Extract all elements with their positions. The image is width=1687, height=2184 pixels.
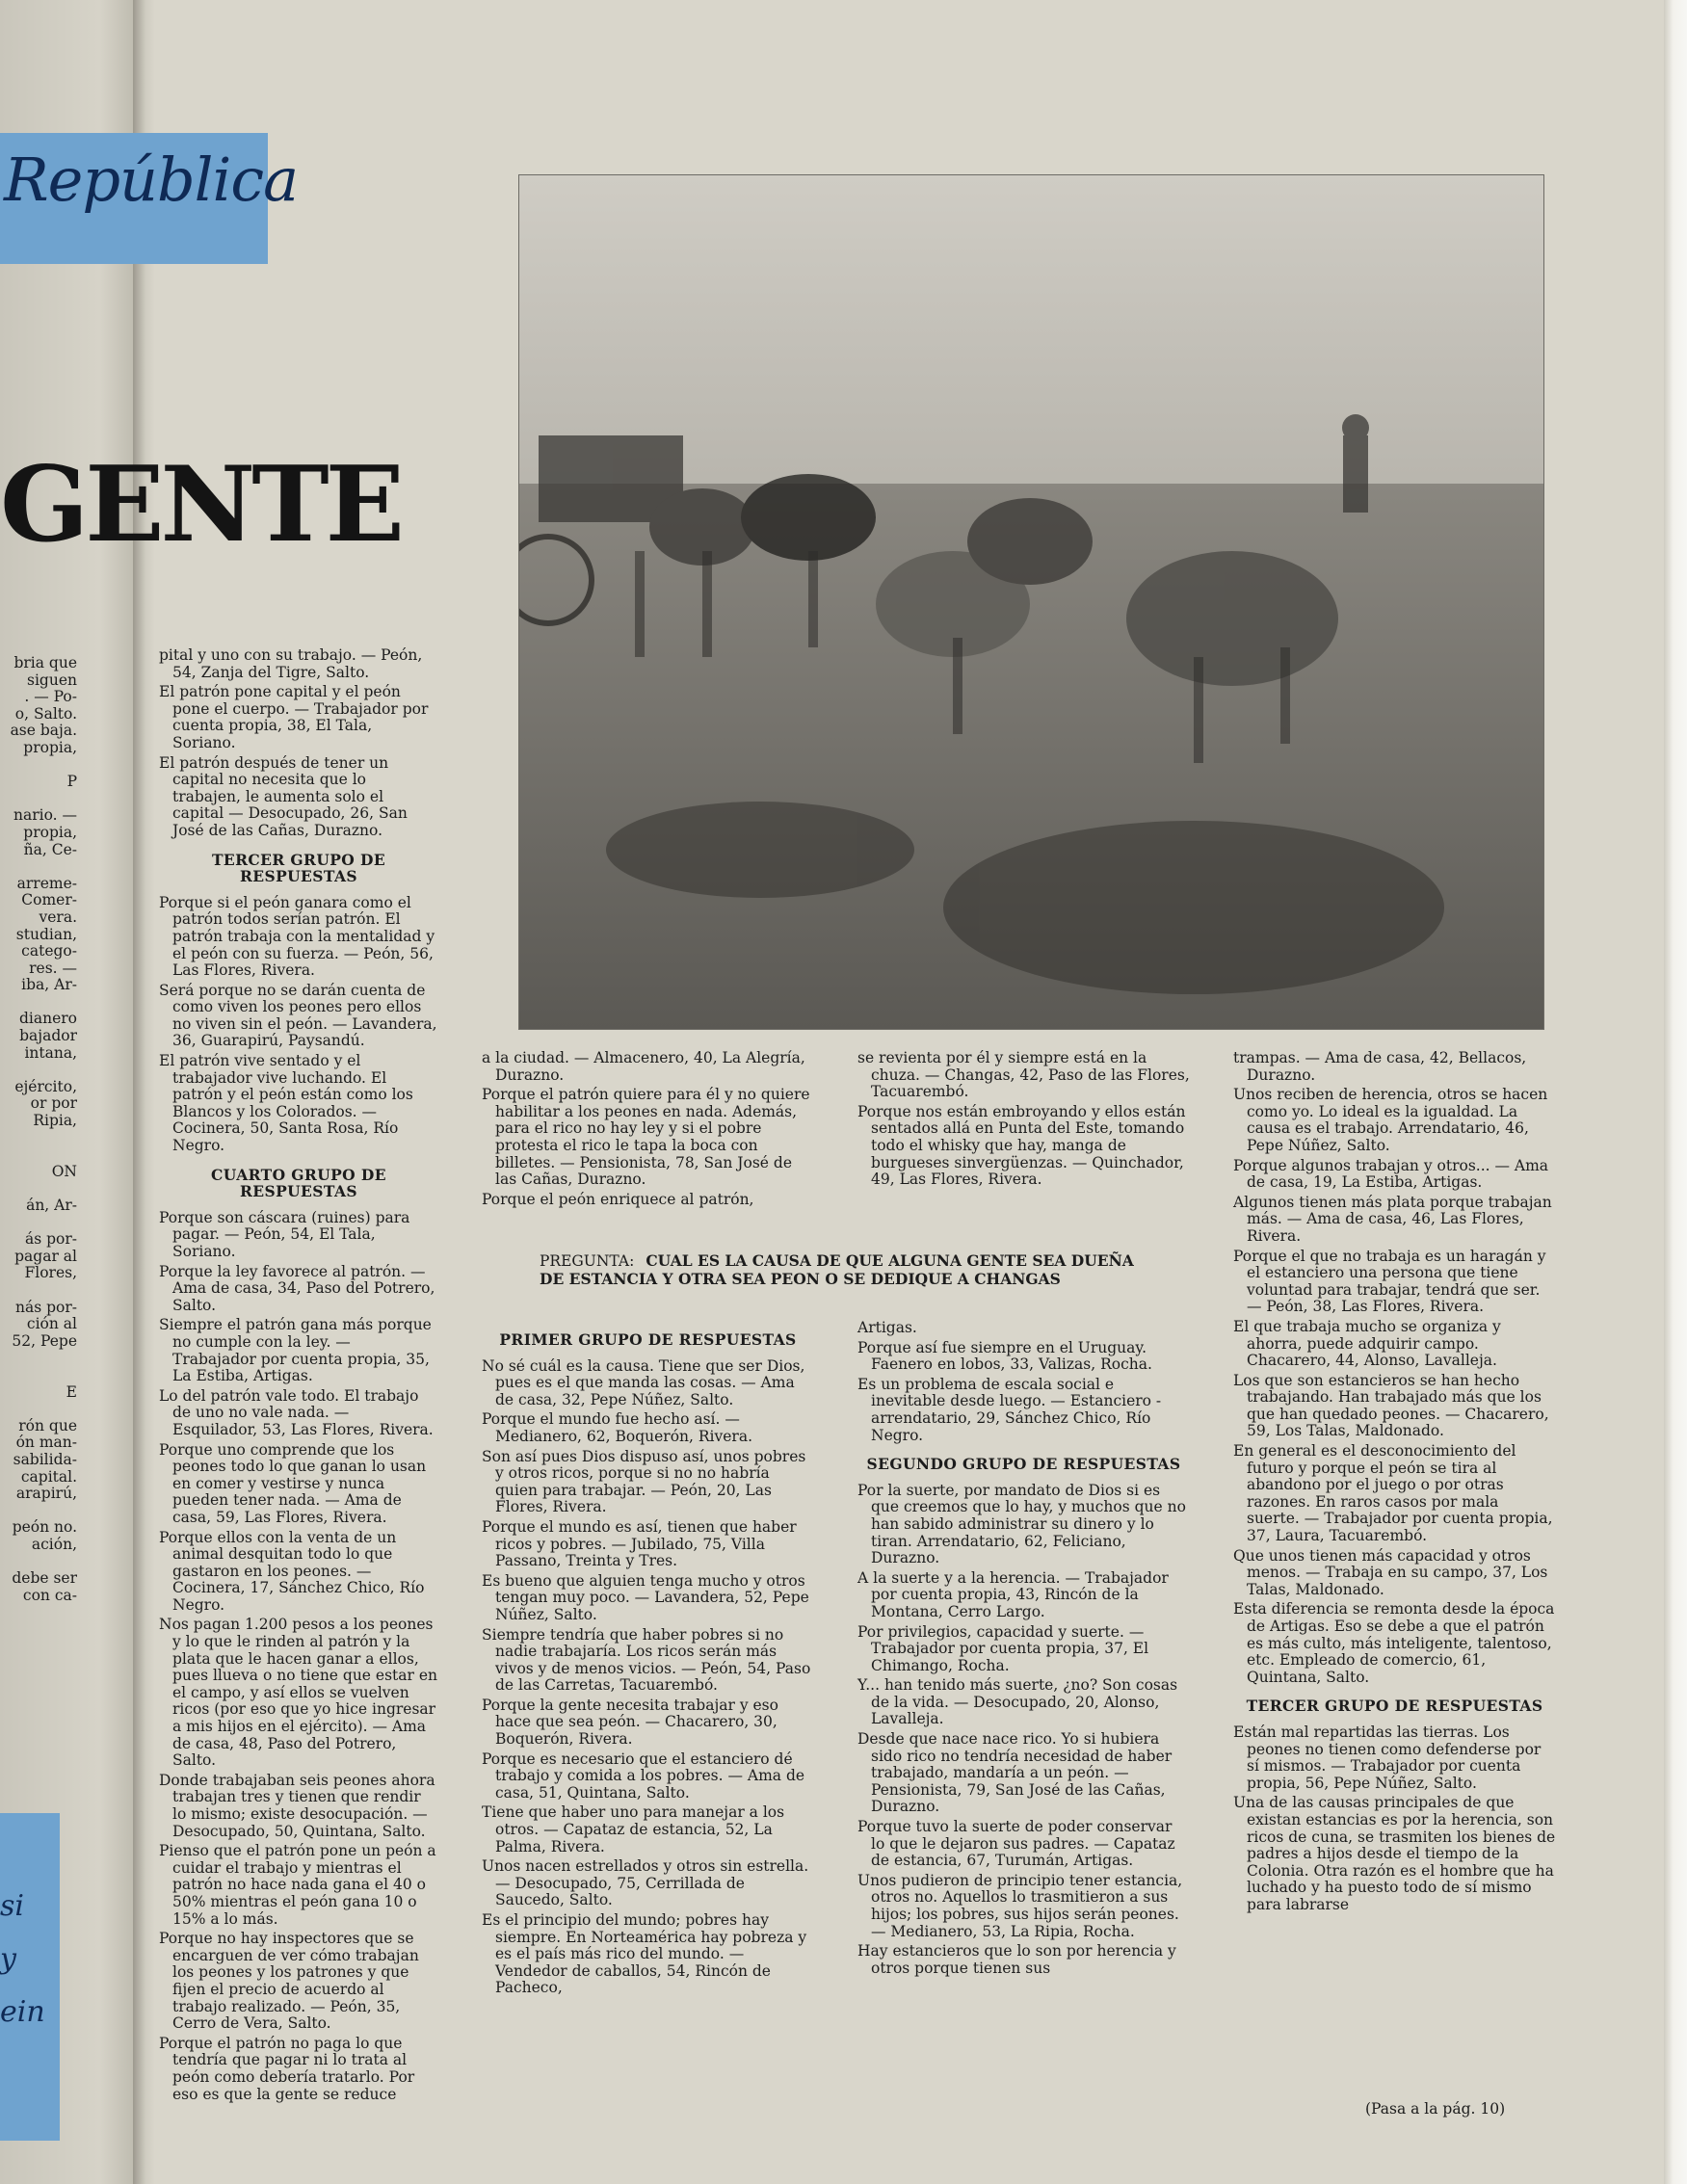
fragment-line [0, 1146, 77, 1164]
response-paragraph: Donde trabajaban seis peones ahora trabajan tres y tienen que rendir lo mismo; existe desocupación. — Desocupado, 50, Quintana, Salto. [159, 1771, 435, 1840]
response-paragraph: Porque ellos con la venta de un animal desquitan todo lo que gastaron en los peones. — Cocinera, 17, Sánchez Chico, Río Negro. [159, 1528, 425, 1614]
fragment-line: sabilida- [13, 1450, 77, 1468]
response-paragraph: Desde que nace nace rico. Yo si hubiera sido rico no tendría necesidad de haber trabajado, mandaría a un peón. — Pensionista, 79, San José de las Cañas, Durazno. [857, 1730, 1173, 1816]
photo-image [519, 175, 1543, 1029]
fragment-line: capital. [20, 1467, 77, 1486]
response-paragraph: A la suerte y a la herencia. — Trabajador por cuenta propia, 43, Rincón de la Montana, Cerro Largo. [857, 1568, 1169, 1620]
group-heading: CUARTO GRUPO DE RESPUESTAS [211, 1165, 386, 1201]
fragment-line: ción al [26, 1315, 77, 1333]
response-paragraph: Porque el peón enriquece al patrón, [482, 1190, 754, 1208]
fragment-line [0, 1062, 77, 1079]
fragment-line: . — Po- [24, 688, 77, 706]
response-paragraph: Porque nos están embroyando y ellos están sentados allá en Punta del Este, tomando todo el whisky que hay, manga de burgueses sinvergüenzas. — Quinchador, 49, Las Flores, Rivera. [857, 1102, 1186, 1189]
fragment-line: Comer- [21, 891, 77, 909]
group-heading: TERCER GRUPO DE RESPUESTAS [1246, 1697, 1543, 1716]
fragment-line: E [66, 1382, 77, 1401]
response-paragraph: se revienta por él y siempre está en la chuza. — Changas, 42, Paso de las Flores, Tacuarembó. [857, 1049, 1190, 1101]
response-paragraph: Por privilegios, capacidad y suerte. — Trabajador por cuenta propia, 37, El Chimango, Rocha. [857, 1622, 1149, 1674]
fragment-line: peón no. [12, 1518, 77, 1537]
response-paragraph: Unos reciben de herencia, otros se hacen como yo. Lo ideal es la igualdad. La causa es el trabajo. Arrendatario, 46, Pepe Núñez, Salto. [1233, 1086, 1548, 1154]
fragment-line: propia, [23, 738, 77, 756]
column-4 [1233, 1050, 1556, 1917]
response-paragraph: Por la suerte, por mandato de Dios si es que creemos que lo hay, y muchos que no han sabido administrar su dinero y lo tiran. Arrendatario, 62, Feliciano, Durazno. [857, 1481, 1186, 1567]
response-paragraph: Algunos tienen más plata porque trabajan más. — Ama de casa, 46, Las Flores, Rivera. [1233, 1193, 1552, 1245]
fragment-line [0, 1130, 77, 1147]
response-paragraph: Será porque no se darán cuenta de como viven los peones pero ellos no viven sin el peón. — Lavandera, 36, Guarapirú, Paysandú. [159, 981, 437, 1050]
response-paragraph: Pienso que el patrón pone un peón a cuidar el trabajo y mientras el patrón no hace nada gana el 40 o 50% mientras el peón gana 10 o 15% a lo más. [159, 1842, 436, 1928]
response-paragraph: Unos nacen estrellados y otros sin estrella. — Desocupado, 75, Cerrillada de Saucedo, Salto. [482, 1857, 809, 1909]
fragment-line: vera. [39, 908, 77, 926]
fragment-line: P [66, 773, 77, 791]
fragment-line: or por [30, 1094, 77, 1113]
column-3-bottom [857, 1320, 1190, 1980]
fragment-line: bajador [19, 1027, 77, 1045]
response-paragraph: El patrón después de tener un capital no necesita que lo trabajen, le aumenta solo el capital — Desocupado, 26, San José de las Cañas, Durazno. [159, 753, 408, 839]
response-paragraph: En general es el desconocimiento del futuro y porque el peón se tira al abandono por el juego o por otras razones. En raros casos por mala suerte. — Trabajador por cuenta propia, 37, Laura, Tacuarembó. [1233, 1442, 1553, 1545]
response-paragraph: El que trabaja mucho se organiza y ahorra, puede adquirir campo. Chacarero, 44, Alonso, Lavalleja. [1233, 1317, 1501, 1370]
continue-note: (Pasa a la pág. 10) [1365, 2100, 1506, 2118]
fragment-line [0, 1401, 77, 1418]
response-paragraph: Siempre tendría que haber pobres si no nadie trabajaría. Los ricos serán más vivos y de menos vicios. — Peón, 54, Paso de las Carretas, Tacuarembó. [482, 1625, 811, 1695]
fragment-line: con ca- [22, 1586, 77, 1604]
fragment-line: intana, [24, 1043, 77, 1062]
fragment-line: propia, [23, 823, 77, 841]
fragment-line: án, Ar- [26, 1197, 77, 1214]
response-paragraph: a la ciudad. — Almacenero, 40, La Alegría, Durazno. [482, 1049, 805, 1084]
fragment-line [0, 757, 77, 775]
fragment-line: ón man- [15, 1434, 77, 1452]
group-heading: PRIMER GRUPO DE RESPUESTAS [499, 1330, 797, 1349]
fragment-line: debe ser [12, 1569, 77, 1588]
fragment-line: nás por- [14, 1298, 77, 1316]
response-paragraph: Que unos tienen más capacidad y otros menos. — Trabaja en su campo, 37, Los Talas, Maldonado. [1233, 1546, 1548, 1598]
response-paragraph: Porque si el peón ganara como el patrón todos serían patrón. El patrón trabaja con la mentalidad y el peón con su fuerza. — Peón, 56, Las Flores, Rivera. [159, 893, 435, 980]
response-paragraph: Porque el que no trabaja es un haragán y el estanciero una persona que tiene voluntad para trabajar, tendrá que ser. — Peón, 38, Las Flores, Rivera. [1233, 1247, 1546, 1316]
fragment-line: ase baja. [10, 722, 77, 740]
side-box-line: si [0, 1889, 24, 1923]
fragment-line: nario. — [13, 806, 77, 825]
response-paragraph: No sé cuál es la causa. Tiene que ser Dios, pues es el que manda las cosas. — Ama de casa, 32, Pepe Núñez, Salto. [482, 1356, 805, 1408]
response-paragraph: El patrón pone capital y el peón pone el cuerpo. — Trabajador por cuenta propia, 38, El Tala, Soriano. [159, 683, 429, 751]
fragment-line: ejército, [14, 1077, 77, 1095]
photo-oxen-cart [518, 174, 1544, 1030]
response-paragraph: Lo del patrón vale todo. El trabajo de uno no vale nada. — Esquilador, 53, Las Flores, Rivera. [159, 1386, 434, 1438]
response-paragraph: Porque la gente necesita trabajar y eso hace que sea peón. — Chacarero, 30, Boquerón, Rivera. [482, 1696, 778, 1749]
fragment-line [0, 1215, 77, 1232]
response-paragraph: Porque es necesario que el estanciero dé trabajo y comida a los pobres. — Ama de casa, 51, Quintana, Salto. [482, 1750, 805, 1802]
response-paragraph: Es un problema de escala social e inevitable desde luego. — Estanciero - arrendatario, 29, Sánchez Chico, Río Negro. [857, 1375, 1162, 1444]
column-2-bottom [482, 1320, 814, 2000]
page-gutter [133, 0, 154, 2184]
response-paragraph: Artigas. [857, 1319, 917, 1336]
side-box-line: y [0, 1942, 16, 1976]
response-paragraph: Los que son estancieros se han hecho trabajando. Han trabajado más que los que han quedado peones. — Chacarero, 59, Los Talas, Maldonado. [1233, 1371, 1549, 1440]
question-text: CUAL ES LA CAUSA DE QUE ALGUNA GENTE SEA DUEÑA DE ESTANCIA Y OTRA SEA PEON O SE DEDIQUE A CHANGAS [540, 1251, 1134, 1288]
fragment-line [0, 1367, 77, 1384]
response-paragraph: Y... han tenido más suerte, ¿no? Son cosas de la vida. — Desocupado, 20, Alonso, Lavalleja. [857, 1676, 1178, 1728]
response-paragraph: Porque son cáscara (ruines) para pagar. — Peón, 54, El Tala, Soriano. [159, 1208, 410, 1260]
left-page-fragments [0, 655, 77, 1604]
response-paragraph: Porque la ley favorece al patrón. — Ama de casa, 34, Paso del Potrero, Salto. [159, 1262, 435, 1314]
fragment-line: ación, [31, 1535, 77, 1553]
headline: GENTE [0, 444, 401, 566]
response-paragraph: Nos pagan 1.200 pesos a los peones y lo que le rinden al patrón y la plata que le hacen ganar a ellos, pues llueva o no tiene que estar en el campo, y así ellos se vuelven ricos (por eso que yo hice ingresar a mis hijos en el ejército). — Ama de casa, 48, Paso del Potrero, Salto. [159, 1616, 437, 1770]
response-paragraph: Porque tuvo la suerte de poder conservar lo que le dejaron sus padres. — Capataz de estancia, 67, Turumán, Artigas. [857, 1818, 1175, 1870]
fragment-line [0, 994, 77, 1012]
fragment-line [0, 1180, 77, 1197]
response-paragraph: Unos pudieron de principio tener estancia, otros no. Aquellos lo trasmitieron a sus hijos; los pobres, sus hijos serán peones. — Medianero, 53, La Ripia, Rocha. [857, 1871, 1183, 1940]
fragment-line: iba, Ar- [21, 976, 77, 994]
response-paragraph: Porque uno comprende que los peones todo lo que ganan lo usan en comer y vestirse y nunca pueden tener nada. — Ama de casa, 59, Las Flores, Rivera. [159, 1440, 427, 1526]
section-name: República [4, 145, 299, 215]
fragment-line: catego- [21, 942, 77, 960]
group-heading: TERCER GRUPO DE RESPUESTAS [211, 850, 386, 886]
fragment-line: pagar al [14, 1247, 77, 1265]
column-1 [159, 647, 438, 2106]
survey-question [540, 1252, 1137, 1287]
side-box-line: ein [0, 1995, 45, 2029]
response-paragraph: Son así pues Dios dispuso así, unos pobres y otros ricos, porque si no no habría quien para trabajar. — Peón, 20, Las Flores, Rivera. [482, 1447, 806, 1516]
response-paragraph: pital y uno con su trabajo. — Peón, 54, Zanja del Tigre, Salto. [159, 646, 423, 681]
question-label: PREGUNTA: [540, 1252, 635, 1270]
fragment-line [0, 791, 77, 808]
response-paragraph: Porque así fue siempre en el Uruguay. Faenero en lobos, 33, Valizas, Rocha. [857, 1338, 1152, 1374]
response-paragraph: Porque no hay inspectores que se encarguen de ver cómo trabajan los peones y los patrones y que fijen el precio de acuerdo al trabajo realizado. — Peón, 35, Cerro de Vera, Salto. [159, 1930, 419, 2033]
response-paragraph: Porque el patrón no paga lo que tendría que pagar ni lo trata al peón como debería tratarlo. Por eso es que la gente se reduce [159, 2034, 415, 2103]
side-box-text [0, 1879, 58, 2038]
response-paragraph: El patrón vive sentado y el trabajador vive luchando. El patrón y el peón están como los Blancos y los Colorados. — Cocinera, 50, Santa Rosa, Río Negro. [159, 1052, 413, 1155]
response-paragraph: trampas. — Ama de casa, 42, Bellacos, Durazno. [1233, 1049, 1527, 1084]
response-paragraph: Esta diferencia se remonta desde la época de Artigas. Eso se debe a que el patrón es más culto, más inteligente, talentoso, etc. Empleado de comercio, 61, Quintana, Salto. [1233, 1600, 1555, 1686]
response-paragraph: Porque el mundo fue hecho así. — Medianero, 62, Boquerón, Rivera. [482, 1410, 753, 1445]
response-paragraph: Siempre el patrón gana más porque no cumple con la ley. — Trabajador por cuenta propia, 35, La Estiba, Artigas. [159, 1316, 432, 1385]
fragment-line: ás por- [24, 1230, 77, 1249]
fragment-line: Ripia, [33, 1112, 77, 1130]
response-paragraph: Porque el patrón quiere para él y no quiere habilitar a los peones en nada. Además, para el rico no hay ley y si el pobre protesta el rico le tapa la boca con billetes. — Pensionista, 78, San José de las Cañas, Durazno. [482, 1086, 810, 1189]
page-edge [1664, 0, 1687, 2184]
fragment-line: o, Salto. [14, 704, 77, 723]
fragment-line: studian, [15, 925, 77, 943]
fragment-line: Flores, [24, 1264, 77, 1282]
fragment-line: siguen [27, 671, 77, 689]
response-paragraph: Hay estancieros que lo son por herencia y otros porque tienen sus [857, 1942, 1176, 1977]
fragment-line: ON [51, 1162, 77, 1180]
response-paragraph: Porque el mundo es así, tienen que haber ricos y pobres. — Jubilado, 75, Villa Passano, Treinta y Tres. [482, 1517, 797, 1570]
fragment-line: rón que [18, 1416, 77, 1434]
group-heading: SEGUNDO GRUPO DE RESPUESTAS [866, 1455, 1181, 1474]
fragment-line: res. — [29, 959, 77, 977]
fragment-line: ña, Ce- [23, 840, 77, 858]
column-2-top [482, 1050, 814, 1211]
fragment-line [0, 858, 77, 876]
column-3-top [857, 1050, 1190, 1192]
fragment-line: arreme- [16, 874, 77, 892]
fragment-line: arapirú, [15, 1485, 77, 1503]
fragment-line [0, 1553, 77, 1570]
fragment-line [0, 1350, 77, 1367]
response-paragraph: Una de las causas principales de que existan estancias es por la herencia, son ricos de cuna, se trasmiten los bienes de padres a hijos desde el tiempo de la Colonia. Otra razón es el hombre que ha luchado y ha puesto todo de sí mismo para labrarse [1233, 1794, 1556, 1913]
response-paragraph: Porque algunos trabajan y otros... — Ama de casa, 19, La Estiba, Artigas. [1233, 1156, 1549, 1192]
fragment-line: dianero [18, 1010, 77, 1028]
fragment-line: bria que [13, 655, 77, 671]
response-paragraph: Es el principio del mundo; pobres hay siempre. En Norteamérica hay pobreza y es el país más rico del mundo. — Vendedor de caballos, 54, Rincón de Pacheco, [482, 1911, 807, 1997]
fragment-line [0, 1282, 77, 1300]
fragment-line [0, 1503, 77, 1520]
response-paragraph: Es bueno que alguien tenga mucho y otros tengan muy poco. — Lavandera, 52, Pepe Núñez, Salto. [482, 1571, 809, 1623]
response-paragraph: Tiene que haber uno para manejar a los otros. — Capataz de estancia, 52, La Palma, Rivera. [482, 1803, 785, 1855]
response-paragraph: Están mal repartidas las tierras. Los peones no tienen como defenderse por sí mismos. — Trabajador por cuenta propia, 56, Pepe Núñez, Salto. [1233, 1723, 1542, 1792]
fragment-line: 52, Pepe [12, 1331, 77, 1350]
